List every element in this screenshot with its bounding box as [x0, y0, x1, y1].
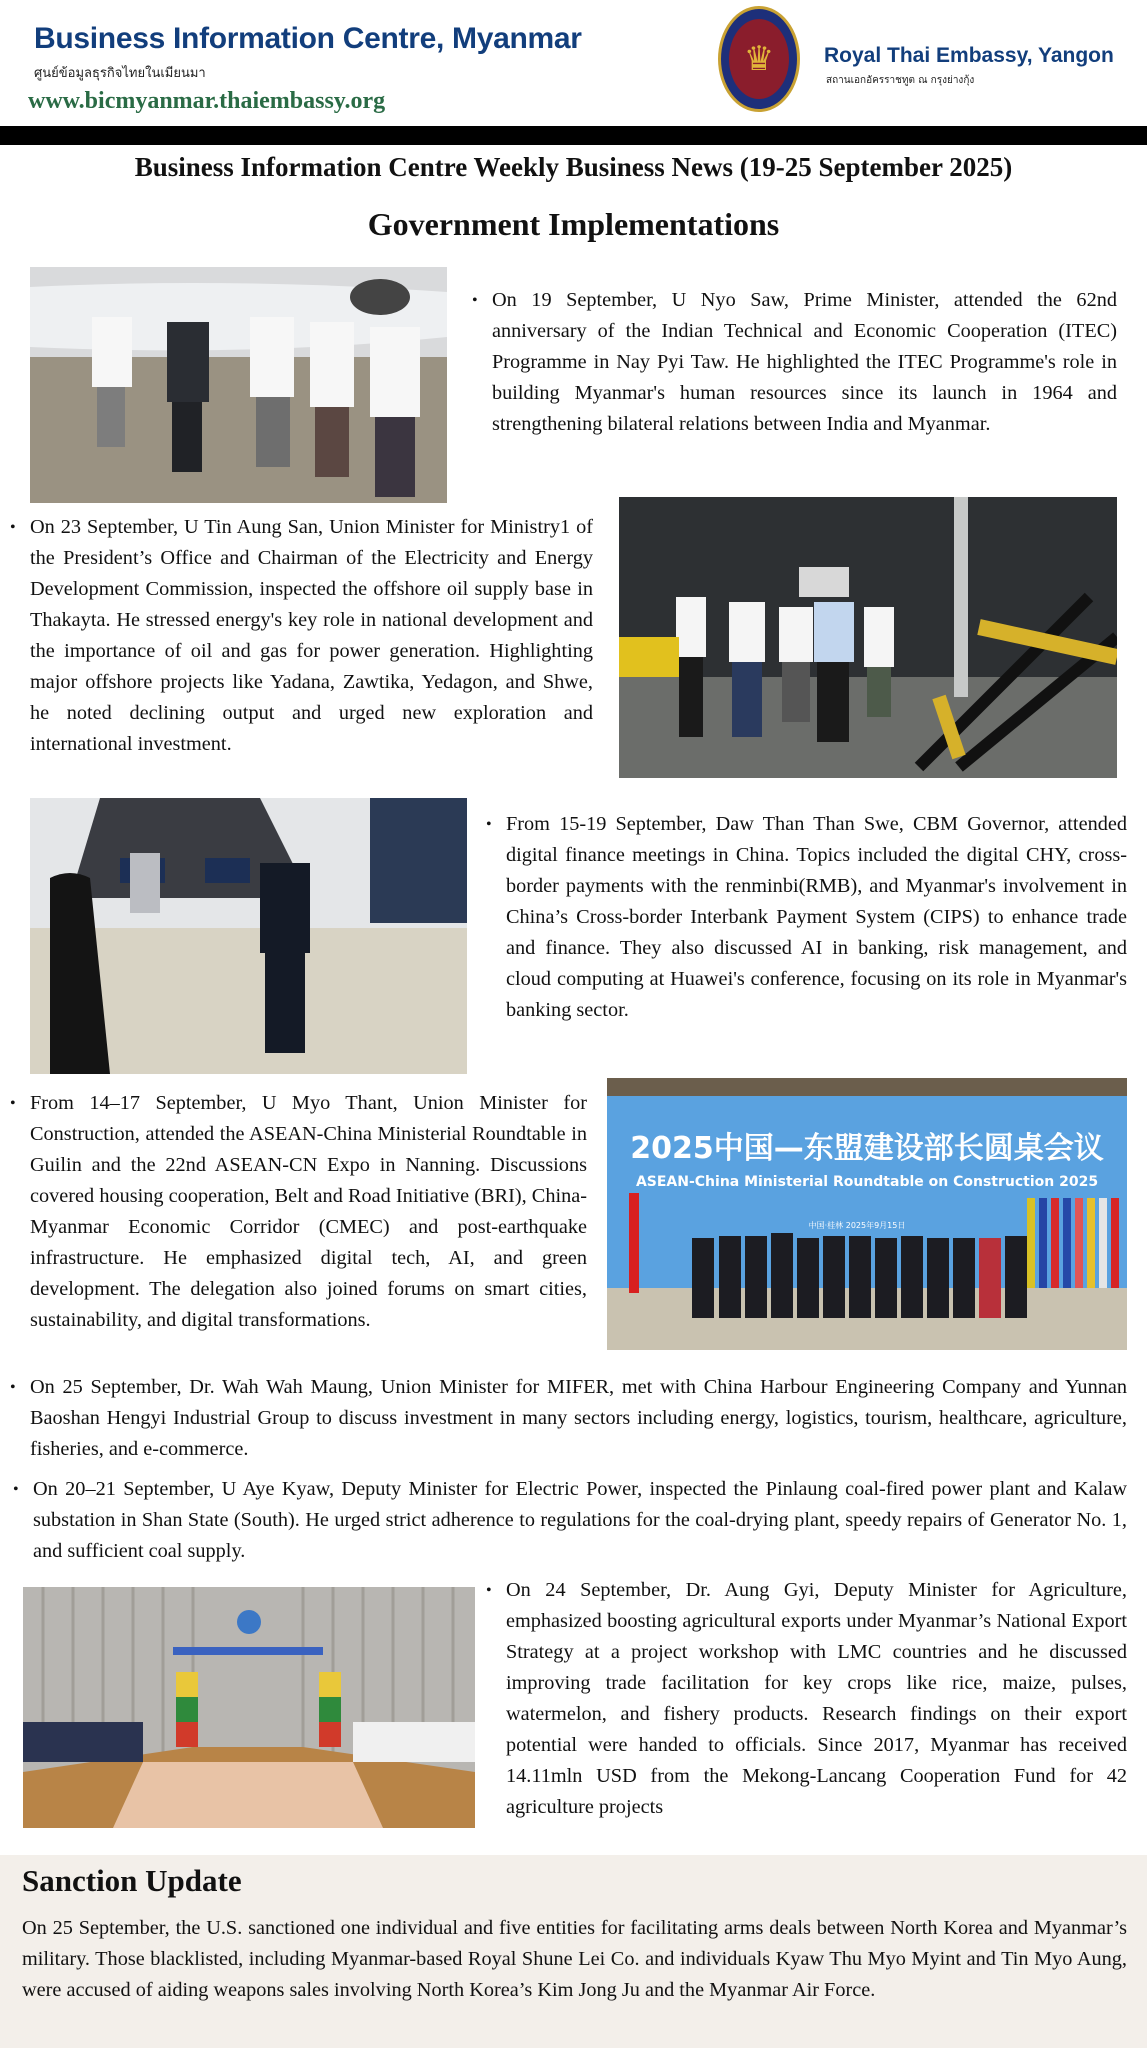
news-item-offshore-oil	[10, 512, 593, 760]
section-title-government: Government Implementations	[367, 206, 780, 242]
header-divider	[0, 126, 1147, 145]
news-photo-huawei	[30, 798, 467, 1074]
news-item-mifer	[10, 1372, 1127, 1465]
bullet-icon: •	[13, 1481, 19, 1498]
website-link[interactable]: www.bicmyanmar.thaiembassy.org	[28, 88, 386, 114]
news-item-agriculture-exports	[486, 1575, 1127, 1823]
news-item-electric-power	[13, 1474, 1127, 1567]
document-title: Business Information Centre Weekly Business News (19-25 September 2025)	[134, 152, 1013, 182]
news-text: From 14–17 September, U Myo Thant, Union Minister for Construction, attended the ASEAN-China Ministerial Roundtable in Guilin and the 22nd ASEAN-CN Expo in Nanning. Discussions covered housing cooperation, Belt and Road Initiative (BRI), China-Myanmar Economic Corridor (CMEC) and post-earthquake infrastructure. He emphasized digital tech, AI, and green development. The delegation also joined forums on smart cities, sustainability, and digital transformations.	[30, 1092, 587, 1331]
news-text: On 25 September, Dr. Wah Wah Maung, Union Minister for MIFER, met with China Harbour Engineering Company and Yunnan Baoshan Hengyi Industrial Group to discuss investment in many sectors including energy, logistics, tourism, healthcare, agriculture, fisheries, and e-commerce.	[30, 1376, 1127, 1460]
news-item-asean-china-roundtable	[10, 1088, 587, 1336]
bullet-icon: •	[486, 816, 492, 833]
svg-text:ASEAN-China Ministerial Roundt: ASEAN-China Ministerial Roundtable on Construction 2025	[635, 1174, 1099, 1190]
banner-cn-text: 2025中国—东盟建设部长圆桌会议	[630, 1131, 1104, 1166]
svg-text:中国·桂林 2025年9月15日: 中国·桂林 2025年9月15日	[808, 1221, 906, 1230]
bic-title: Business Information Centre, Myanmar	[34, 22, 582, 55]
news-item-pm-itec	[472, 285, 1117, 440]
garuda-icon: ♛	[729, 19, 789, 99]
sanction-title: Sanction Update	[22, 1863, 242, 1898]
embassy-thai-subtitle: สถานเอกอัครราชทูต ณ กรุงย่างกุ้ง	[826, 75, 975, 86]
bullet-icon: •	[472, 292, 478, 309]
sanction-update-section	[0, 1855, 1147, 2048]
page-header	[0, 0, 1147, 126]
royal-thai-emblem-icon	[718, 6, 800, 112]
bullet-icon: •	[10, 1379, 16, 1396]
bullet-icon: •	[10, 1095, 16, 1112]
bullet-icon: •	[486, 1582, 492, 1599]
news-photo-roundtable	[607, 1078, 1127, 1350]
news-text: On 24 September, Dr. Aung Gyi, Deputy Minister for Agriculture, emphasized boosting agricultural exports under Myanmar’s National Export Strategy at a project workshop with LMC countries and he discussed improving trade facilitation for key crops like rice, maize, pulses, watermelon, and fishery products. Research findings on their export potential were handed to officials. Since 2017, Myanmar has received 14.11mln USD from the Mekong-Lancang Cooperation Fund for 42 agriculture projects	[506, 1579, 1127, 1818]
news-text: From 15-19 September, Daw Than Than Swe, CBM Governor, attended digital finance meetings in China. Topics included the digital CHY, cross-border payments with the renminbi(RMB), and Myanmar's involvement in China’s Cross-border Interbank Payment System (CIPS) to enhance trade and finance. They also discussed AI in banking, risk management, and cloud computing at Huawei's conference, focusing on its role in Myanmar's banking sector.	[506, 813, 1127, 1021]
news-text: On 23 September, U Tin Aung San, Union Minister for Ministry1 of the President’s Office and Chairman of the Electricity and Energy Development Commission, inspected the offshore oil supply base in Thakayta. He stressed energy's key role in national development and the importance of oil and gas for power generation. Highlighting major offshore projects like Yadana, Zawtika, Yedagon, and Shwe, he noted declining output and urged new exploration and international investment.	[30, 516, 593, 755]
bullet-icon: •	[10, 519, 16, 536]
news-text: On 20–21 September, U Aye Kyaw, Deputy Minister for Electric Power, inspected the Pinlaung coal-fired power plant and Kalaw substation in Shan State (South). He urged strict adherence to regulations for the coal-drying plant, speedy repairs of Generator No. 1, and sufficient coal supply.	[33, 1478, 1127, 1562]
embassy-title: Royal Thai Embassy, Yangon	[824, 44, 1114, 67]
bic-thai-subtitle: ศูนย์ข้อมูลธุรกิจไทยในเมียนมา	[34, 66, 206, 81]
news-photo-warehouse	[619, 497, 1117, 778]
news-photo-pm-tarmac	[30, 267, 447, 503]
news-photo-meeting-room	[23, 1587, 475, 1828]
sanction-body: On 25 September, the U.S. sanctioned one individual and five entities for facilitating arms deals between North Korea and Myanmar’s military. Those blacklisted, including Myanmar-based Royal Shune Lei Co. and individuals Kyaw Thu Myo Myint and Tin Myo Aung, were accused of aiding weapons sales involving North Korea’s Kim Jong Ju and the Myanmar Air Force.	[22, 1917, 1127, 2001]
news-item-cbm-digital-finance	[486, 809, 1127, 1026]
news-text: On 19 September, U Nyo Saw, Prime Minister, attended the 62nd anniversary of the Indian Technical and Economic Cooperation (ITEC) Programme in Nay Pyi Taw. He highlighted the ITEC Programme's role in building Myanmar's human resources since its launch in 1964 and strengthening bilateral relations between India and Myanmar.	[492, 289, 1117, 435]
